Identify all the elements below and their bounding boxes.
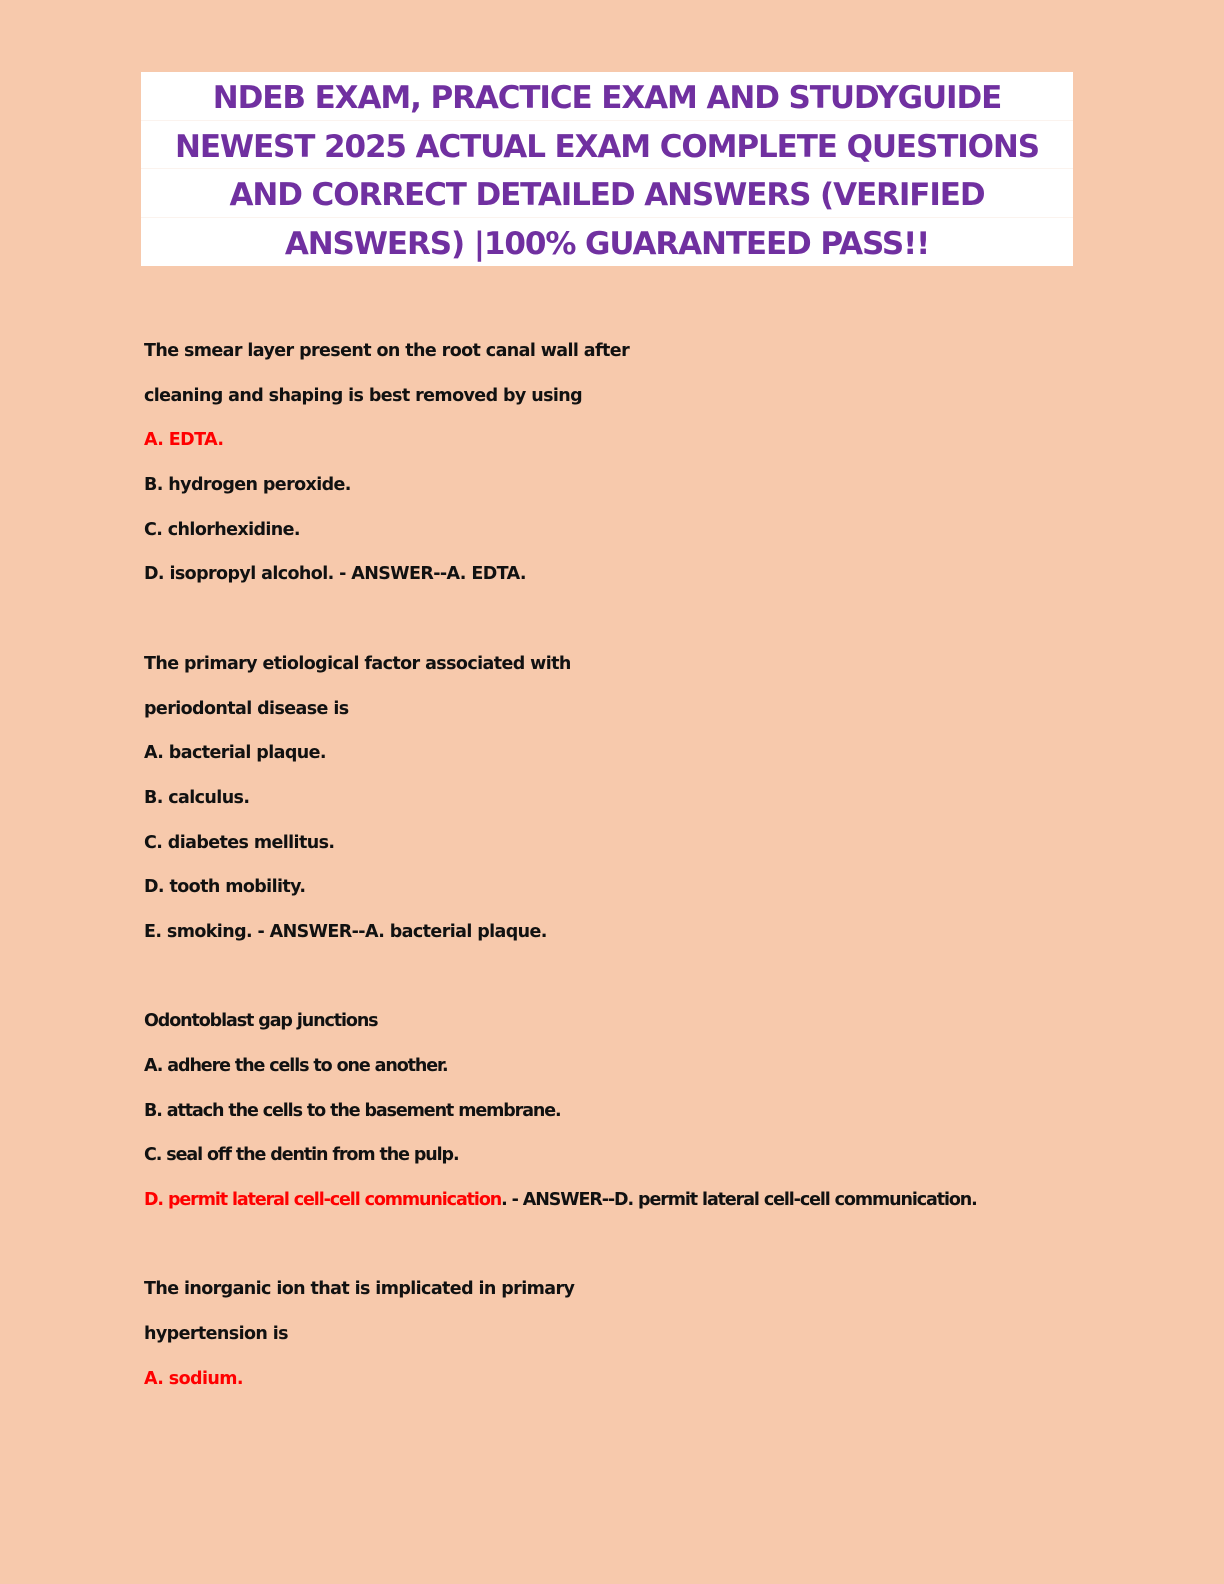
answer-option: B. calculus. bbox=[144, 787, 250, 808]
title-line-2: NEWEST 2025 ACTUAL EXAM COMPLETE QUESTIONS bbox=[141, 121, 1073, 170]
answer-key-text: . - ANSWER--D. permit lateral cell-cell communication. bbox=[501, 1190, 977, 1211]
title-line-4: ANSWERS) |100% GUARANTEED PASS!! bbox=[284, 225, 930, 262]
question-block-3 bbox=[144, 1004, 1144, 1227]
title-line-1: NDEB EXAM, PRACTICE EXAM AND STUDYGUIDE bbox=[141, 72, 1073, 121]
answer-option: D. tooth mobility. bbox=[144, 877, 306, 898]
spacer bbox=[144, 960, 1144, 1005]
question-stem-line: cleaning and shaping is best removed by using bbox=[144, 385, 583, 406]
question-stem-line: The inorganic ion that is implicated in primary bbox=[144, 1279, 575, 1300]
answer-option: C. seal off the dentin from the pulp. bbox=[144, 1145, 459, 1166]
answer-option: C. chlorhexidine. bbox=[144, 519, 300, 540]
question-stem-line: Odontoblast gap junctions bbox=[144, 1011, 378, 1032]
document-body bbox=[144, 334, 1144, 1407]
answer-option: B. hydrogen peroxide. bbox=[144, 475, 351, 496]
answer-option: A. adhere the cells to one another. bbox=[144, 1056, 448, 1076]
question-block-2 bbox=[144, 647, 1144, 960]
spacer bbox=[144, 602, 1144, 647]
question-block-1 bbox=[144, 334, 1144, 602]
answer-option-correct: A. sodium. bbox=[144, 1368, 243, 1389]
question-stem-line: periodontal disease is bbox=[144, 698, 349, 719]
answer-option: A. bacterial plaque. bbox=[144, 743, 326, 764]
answer-option-correct: D. permit lateral cell-cell communication bbox=[144, 1190, 502, 1211]
title-line-3: AND CORRECT DETAILED ANSWERS (VERIFIED bbox=[141, 169, 1073, 218]
question-stem-line: The primary etiological factor associated with bbox=[144, 653, 571, 674]
answer-option-with-key: D. isopropyl alcohol. - ANSWER--A. EDTA. bbox=[144, 564, 526, 585]
answer-option: B. attach the cells to the basement membrane. bbox=[144, 1100, 561, 1121]
spacer bbox=[144, 1228, 1144, 1273]
answer-option-with-key bbox=[144, 1183, 1144, 1228]
answer-option-correct: A. EDTA. bbox=[144, 430, 224, 451]
question-block-4 bbox=[144, 1272, 1144, 1406]
question-stem-line: The smear layer present on the root canal wall after bbox=[144, 341, 630, 361]
answer-option-with-key: E. smoking. - ANSWER--A. bacterial plaque. bbox=[144, 921, 547, 942]
answer-option: C. diabetes mellitus. bbox=[144, 832, 335, 853]
question-stem-line: hypertension is bbox=[144, 1324, 288, 1345]
document-title-box bbox=[141, 72, 1073, 266]
